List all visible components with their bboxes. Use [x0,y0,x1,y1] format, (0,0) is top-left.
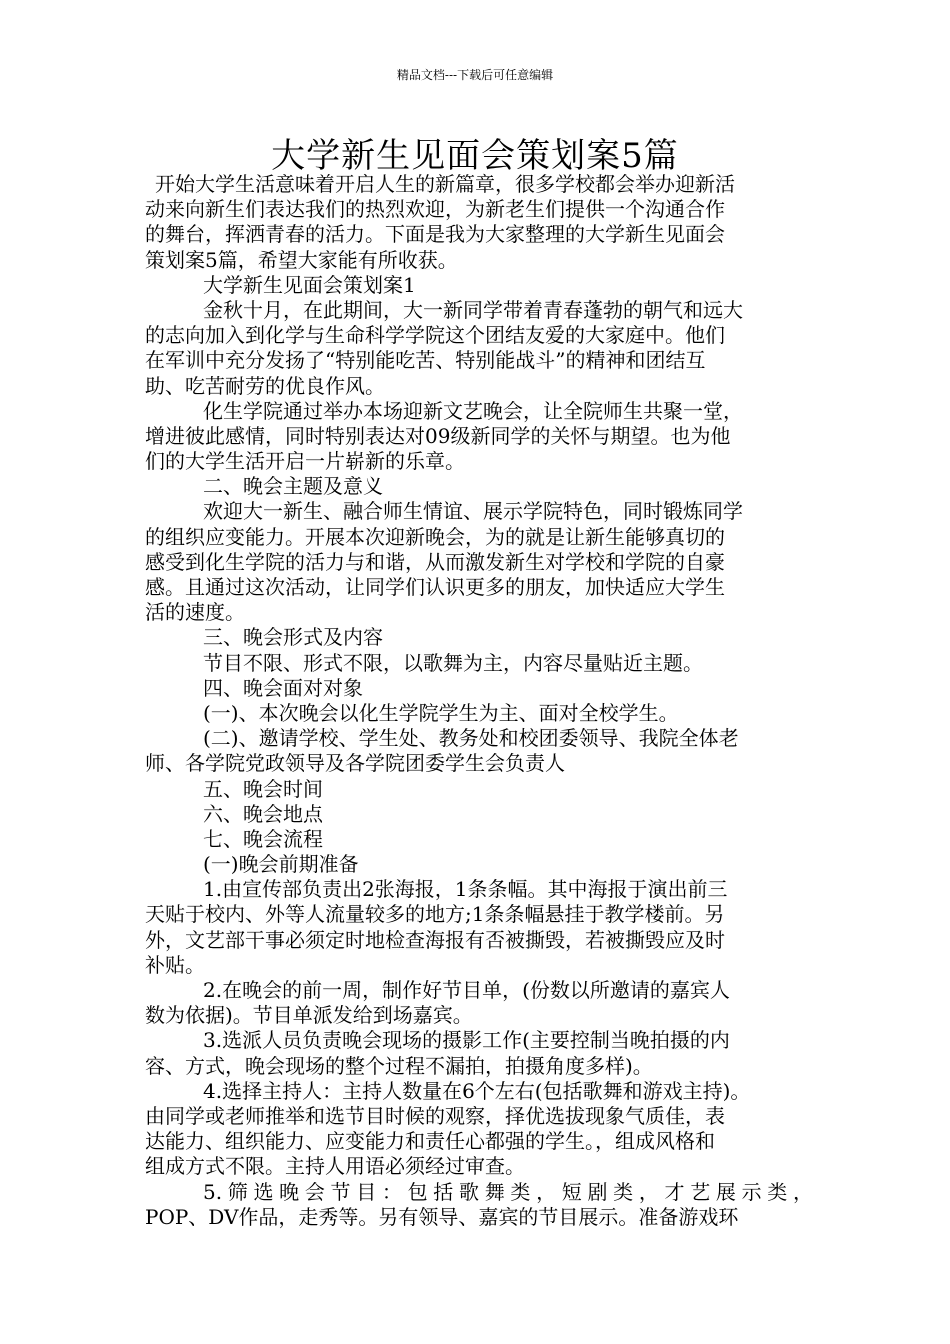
body-line: 们的大学生活开启一片崭新的乐章。 [145,449,465,474]
body-line: 2.在晚会的前一周，制作好节目单，(份数以所邀请的嘉宾人 [203,978,730,1002]
body-line: 助、吃苦耐劳的优良作风。 [145,373,385,398]
body-line: 1.由宣传部负责出2张海报，1条条幅。其中海报于演出前三 [203,877,728,902]
body-line: 的志向加入到化学与生命科学学院这个团结友爱的大家庭中。他们 [145,323,725,348]
body-line: POP、DV作品，走秀等。另有领导、嘉宾的节目展示。准备游戏环 [145,1204,739,1229]
body-line: 金秋十月，在此期间，大一新同学带着青春蓬勃的朝气和远大 [203,297,743,322]
body-line: 数为依据)。节目单派发给到场嘉宾。 [145,1003,473,1028]
body-line: 的组织应变能力。开展本次迎新晚会，为的就是让新生能够真切的 [145,524,725,549]
body-line: 感受到化生学院的活力与和谐，从而激发新生对学校和学院的自豪 [145,549,725,574]
body-line: (一)、本次晚会以化生学院学生为主、面对全校学生。 [203,700,679,725]
document-title: 大学新生见面会策划案5篇 [271,136,679,176]
body-line: 欢迎大一新生、融合师生情谊、展示学院特色，同时锻炼同学 [203,499,743,524]
intro-line: 策划案5篇，希望大家能有所收获。 [145,247,458,272]
body-line: 容、方式，晚会现场的整个过程不漏拍，拍摄角度多样)。 [145,1053,653,1078]
body-line: (二)、邀请学校、学生处、教务处和校团委领导、我院全体老 [203,726,739,751]
section-heading: 四、晚会面对对象 [203,675,363,700]
intro-line: 动来向新生们表达我们的热烈欢迎，为新老生们提供一个沟通合作 [145,197,725,222]
body-line: 在军训中充分发扬了“特别能吃苦、特别能战斗”的精神和团结互 [145,348,706,373]
header-note: 精品文档---下载后可任意编辑 [396,68,554,82]
intro-line: 的舞台，挥洒青春的活力。下面是我为大家整理的大学新生见面会 [145,222,725,247]
body-line: 组成方式不限。主持人用语必须经过审查。 [145,1154,525,1179]
section-heading: 五、晚会时间 [203,776,323,801]
body-line: 师、各学院党政领导及各学院团委学生会负责人 [145,751,565,776]
section-heading: 三、晚会形式及内容 [203,625,383,650]
body-line: 补贴。 [145,952,205,977]
intro-line: 开始大学生活意味着开启人生的新篇章，很多学校都会举办迎新活 [155,172,735,196]
body-line: 5.筛选晚会节目：包括歌舞类，短剧类，才艺展示类， [203,1179,813,1204]
body-line: 感。且通过这次活动，让同学们认识更多的朋友，加快适应大学生 [145,575,725,599]
body-line: 化生学院通过举办本场迎新文艺晚会，让全院师生共聚一堂， [203,398,743,423]
body-line: 4.选择主持人：主持人数量在6个左右(包括歌舞和游戏主持)。 [203,1078,751,1103]
body-line: 由同学或老师推举和选节目时候的观察，择优选拔现象气质佳，表 [145,1103,725,1128]
section-heading: 七、晚会流程 [203,826,323,851]
section-heading: 二、晚会主题及意义 [203,474,383,499]
body-line: 天贴于校内、外等人流量较多的地方;1条条幅悬挂于教学楼前。另 [145,902,725,927]
body-line: 节目不限、形式不限，以歌舞为主，内容尽量贴近主题。 [203,650,703,675]
body-line: 活的速度。 [145,600,245,625]
section-heading: 六、晚会地点 [203,801,323,826]
body-line: 3.选派人员负责晚会现场的摄影工作(主要控制当晚拍摄的内 [203,1028,730,1053]
body-line: 达能力、组织能力、应变能力和责任心都强的学生。，组成风格和 [145,1129,715,1154]
body-line: 外，文艺部干事必须定时地检查海报有否被撕毁，若被撕毁应及时 [145,927,725,952]
document-body [145,172,813,1230]
subsection-heading: (一)晚会前期准备 [203,852,359,877]
section-heading: 大学新生见面会策划案1 [203,272,416,297]
body-line: 增进彼此感情，同时特别表达对09级新同学的关怀与期望。也为他 [145,423,731,448]
